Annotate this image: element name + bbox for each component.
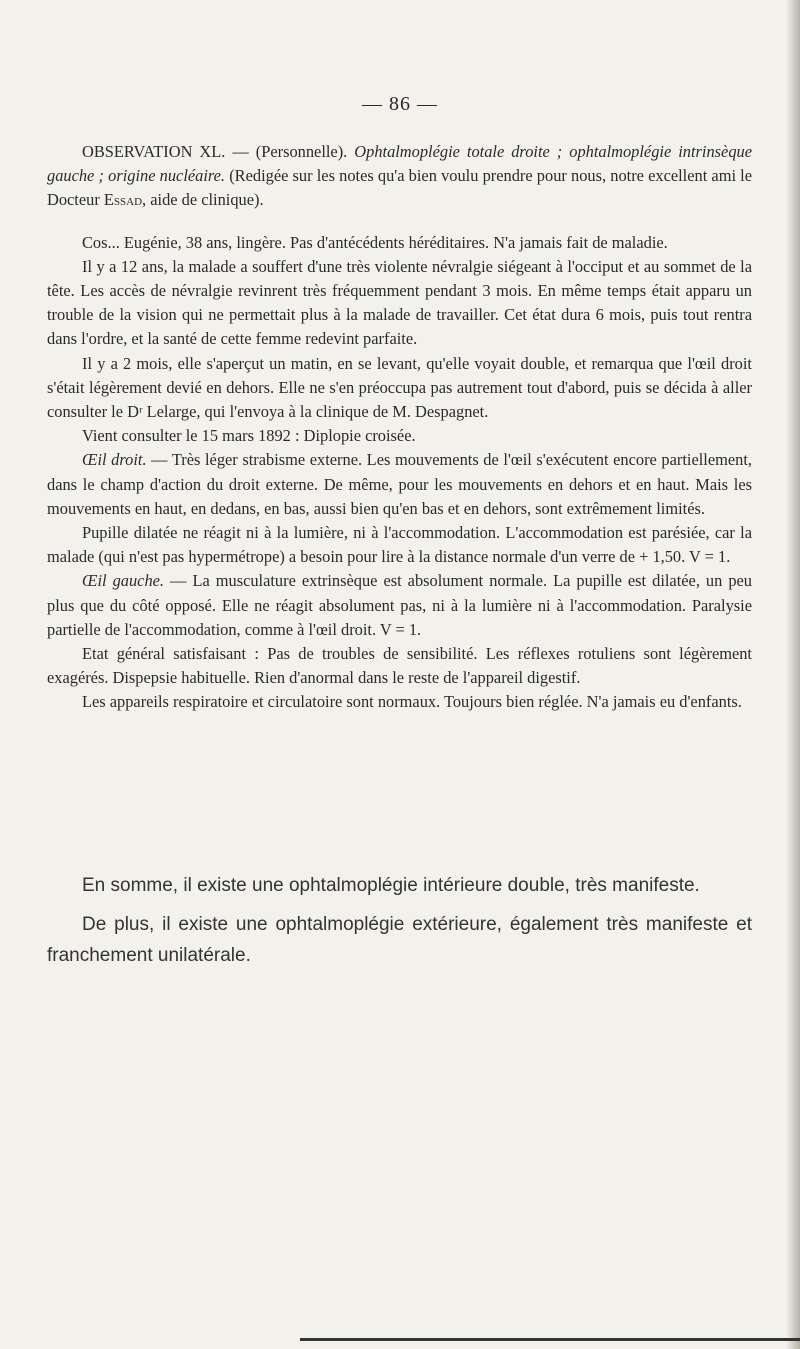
paragraph-consultation: Vient consulter le 15 mars 1892 : Diplopie croisée. [82,426,416,446]
observation-note: (Redigée sur les notes qu'a bien voulu prendre pour nous, notre excellent ami le Docteur [47,166,752,210]
doctor-name: Essad [103,190,143,210]
paragraph-onset: Il y a 2 mois, elle s'aperçut un matin, en se levant, qu'elle voyait double, et remarqua que l'œil droit s'était légèrement devié en dehors. Elle ne s'en préoccupa pas autrement tout d'abord, puis se décida à aller consulter le Dʳ Lelarge, qui l'envoya à la clinique de M. Despagnet. [47,353,752,422]
right-eye-text: — Très léger strabisme externe. Les mouvements de l'œil s'exécutent encore partiellement, dans le champ d'action du droit externe. De même, pour les mouvements en dehors et en haut. Mais les mouvements en haut, en dedans, en bas, aussi bien qu'en bas et en dehors, sont extrêmement limités. [47,450,752,518]
observation-title: Ophtalmoplégie totale droite ; ophtalmoplégie intrinsèque gauche ; origine nucléaire. [47,142,752,186]
summary-second: De plus, il existe une ophtalmoplégie extérieure, également très manifeste et franchement unilatérale. [47,914,752,966]
paragraph-history: Il y a 12 ans, la malade a souffert d'une très violente névralgie siégeant à l'occiput et au sommet de la tête. Les accès de névralgie revinrent très fréquemment pendant 3 mois. En même temps était apparu un trouble de la vision qui ne permettait plus à la malade de travailler. Cet état dura 6 mois, puis tout rentra dans l'ordre, et la santé de cette femme redevint parfaite. [47,256,752,349]
bottom-edge [300,1338,800,1341]
summary-first: En somme, il existe une ophtalmoplégie intérieure double, très manifeste. [82,875,700,896]
right-eye-label: Œil droit. [82,450,147,470]
observation-heading [47,140,752,213]
summary [47,870,752,971]
paragraph-right-eye [47,448,752,521]
paragraph-identity: Cos... Eugénie, 38 ans, lingère. Pas d'antécédents héréditaires. N'a jamais fait de maladie. [82,232,668,252]
observation-note-end: , aide de clinique). [142,190,264,210]
observation-label: OBSERVATION XL. [82,142,226,161]
paragraph-left-eye [47,569,752,642]
paragraph-general-state: Etat général satisfaisant : Pas de troubles de sensibilité. Les réflexes rotuliens sont légèrement exagérés. Dispepsie habituelle. Rien d'anormal dans le reste de l'appareil digestif. [47,644,752,688]
observation-source: — (Personnelle). [225,142,348,161]
paragraph-pupil: Pupille dilatée ne réagit ni à la lumière, ni à l'accommodation. L'accommodation est parésiée, car la malade (qui n'est pas hypermétrope) a besoin pour lire à la distance normale d'un verre de + 1,50. V = 1. [47,523,752,567]
left-eye-label: Œil gauche. [82,571,165,591]
paragraph-systems: Les appareils respiratoire et circulatoire sont normaux. Toujours bien réglée. N'a jamais eu d'enfants. [82,692,742,712]
page-number: — 86 — [362,93,438,115]
page-edge-shadow [786,0,800,1349]
left-eye-text: — La musculature extrinsèque est absolument normale. La pupille est dilatée, un peu plus que du côté opposé. Elle ne réagit absolument pas, ni à la lumière ni à l'accommodation. Paralysie partielle de l'accommodation, comme à l'œil droit. V = 1. [47,571,752,639]
observation-body [47,140,752,715]
